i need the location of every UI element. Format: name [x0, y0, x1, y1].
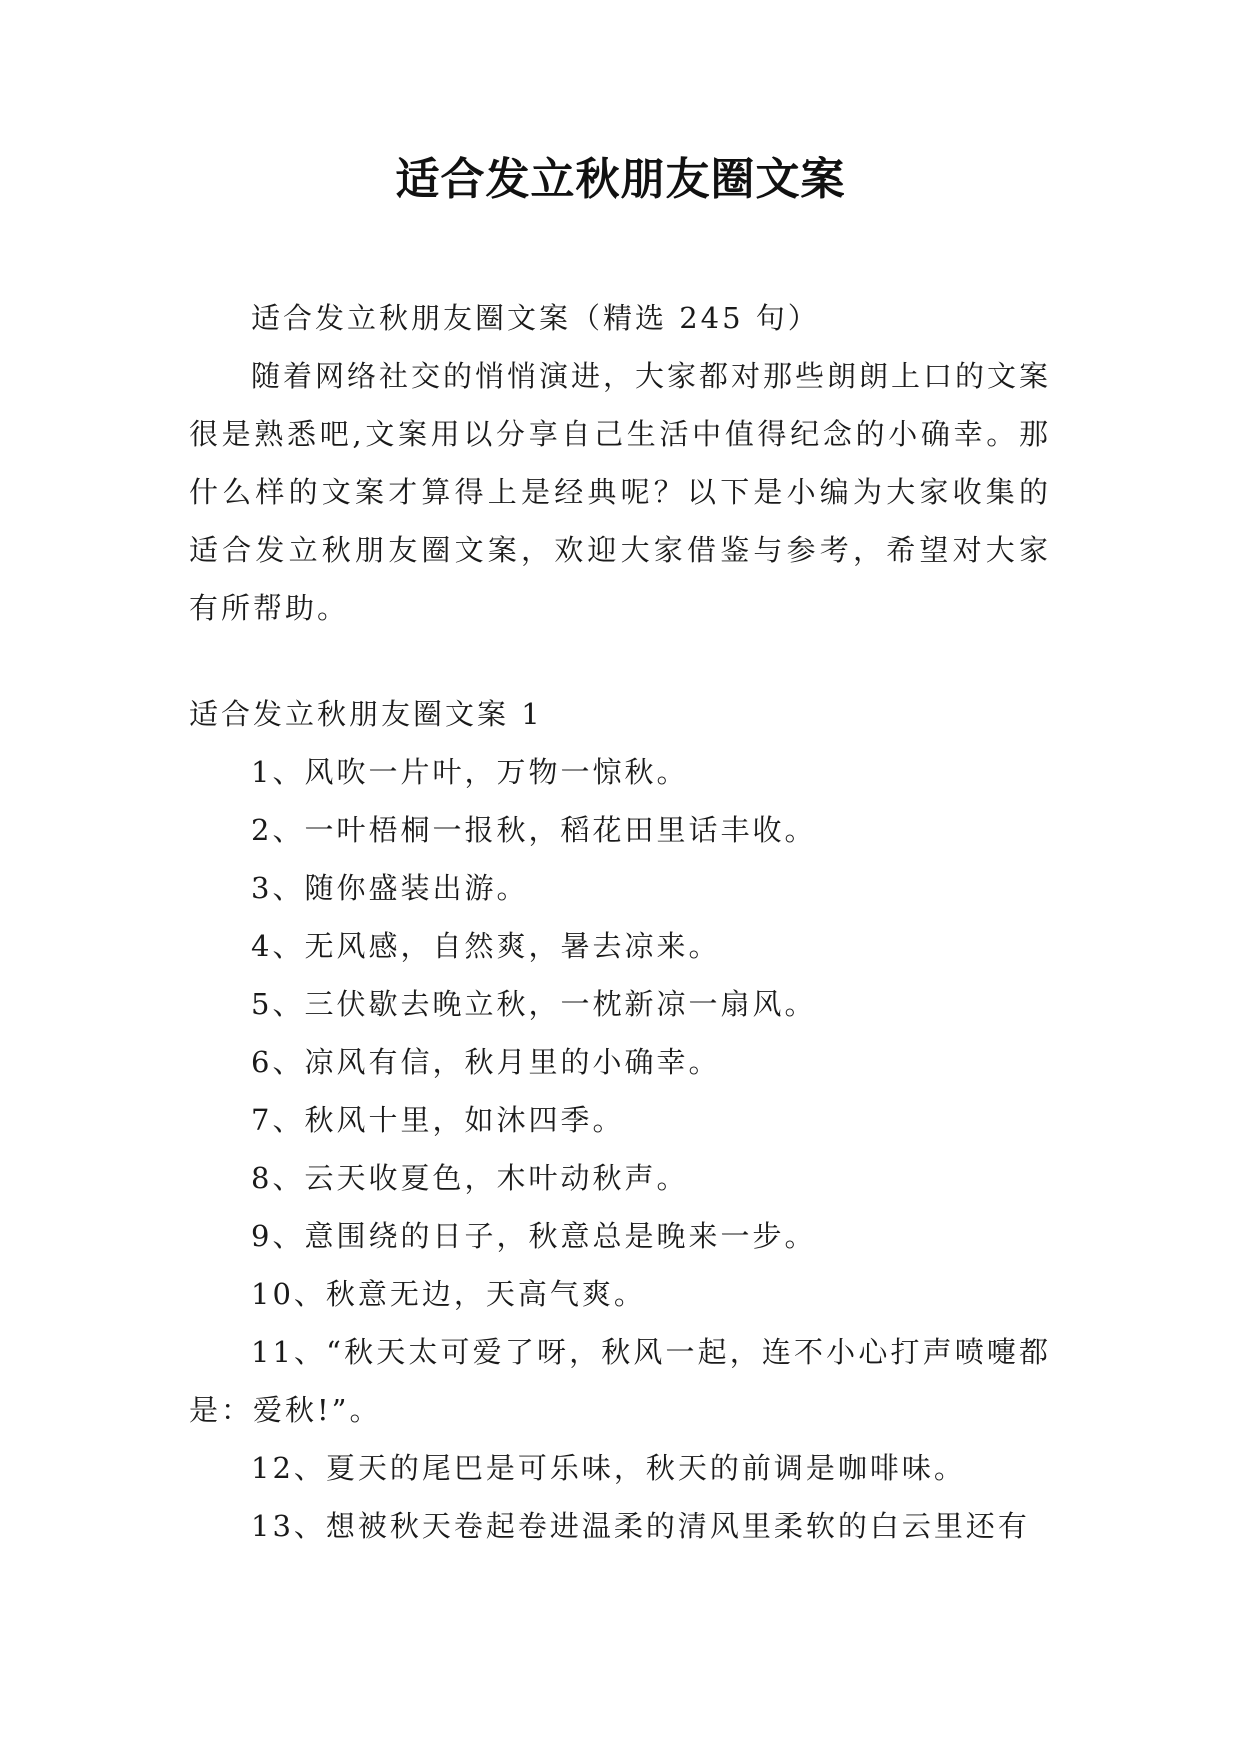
paragraph-spacer: [189, 637, 1051, 685]
intro-paragraph: 随着网络社交的悄悄演进，大家都对那些朗朗上口的文案很是熟悉吧,文案用以分享自己生活中值得纪念的小确幸。那什么样的文案才算得上是经典呢？以下是小编为大家收集的适合发立秋朋友圈文案，欢迎大家借鉴与参考，希望对大家有所帮助。: [189, 359, 1052, 625]
intro-heading: 适合发立秋朋友圈文案（精选 245 句）: [251, 301, 820, 335]
list-item: 7、秋风十里，如沐四季。: [251, 1103, 625, 1137]
list-item: 5、三伏歇去晚立秋，一枕新凉一扇风。: [251, 987, 817, 1021]
list-item: 13、想被秋天卷起卷进温柔的清风里柔软的白云里还有: [251, 1509, 1030, 1543]
list-item: 2、一叶梧桐一报秋，稻花田里话丰收。: [251, 813, 817, 847]
document-body: [189, 289, 1051, 1555]
list-item: 12、夏天的尾巴是可乐味，秋天的前调是咖啡味。: [251, 1451, 966, 1485]
section-heading: 适合发立秋朋友圈文案 1: [189, 697, 543, 731]
document-title: 适合发立秋朋友圈文案: [395, 154, 846, 205]
list-item: 1、风吹一片叶，万物一惊秋。: [251, 755, 689, 789]
list-item: 9、意围绕的日子，秋意总是晚来一步。: [251, 1219, 817, 1253]
list-item: 3、随你盛装出游。: [251, 871, 529, 905]
list-item: 8、云天收夏色，木叶动秋声。: [251, 1161, 689, 1195]
list-item: 10、秋意无边，天高气爽。: [251, 1277, 646, 1311]
list-item: 11、“秋天太可爱了呀，秋风一起，连不小心打声喷嚏都是：爱秋!”。: [189, 1335, 1051, 1427]
list-item: 6、凉风有信，秋月里的小确幸。: [251, 1045, 721, 1079]
list-item: 4、无风感，自然爽，暑去凉来。: [251, 929, 721, 963]
